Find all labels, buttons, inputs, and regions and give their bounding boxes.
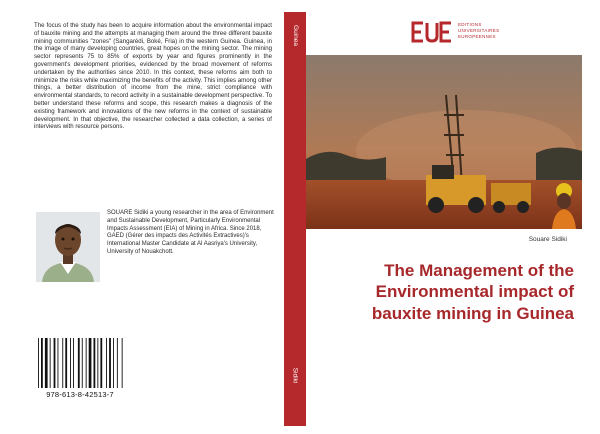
publisher-logo	[410, 20, 454, 44]
cover-photo-mining-site	[306, 55, 582, 229]
author-photo	[36, 212, 100, 282]
back-cover-blurb: The focus of the study has been to acquire information about the environmental impact of bauxite mining and the attempts at managing them around the three different bauxite mining communities "zones" (Sangarédi, Boké, Fria) in the western Guinea. Guinea, in the image of many developing countries, great hopes on the mining sector. The mining sector represents 75 to 85% of exports by year and figures prominently in the government's development priorities, evidenced by the broad movement of reforms undertaken by the authorities since 2010. In this context, these reforms aim both to minimize the risks while maximizing the benefits of the activity. This implies among other things, a better distribution of income from the mine, strict compliance with environmental standards, to record activity in a sustainable development perspective. To better understand these reforms and scope, this research makes a diagnosis of the existing framework and innovations of the new reforms in the context of sustainable development. In that objective, the researcher collected a data collection, a series of interviews with resource persons.	[34, 22, 272, 131]
spine-title: Guinea	[291, 25, 299, 46]
book-title: The Management of the Environmental impact of bauxite mining in Guinea	[371, 261, 574, 323]
barcode	[36, 338, 124, 390]
publisher-name: EDITIONS UNIVERSITAIRES EUROPEENNES	[458, 22, 500, 40]
book-spine	[284, 12, 306, 426]
front-author: Souare Sidiki	[528, 236, 567, 243]
spine-author: Sidiki	[291, 367, 299, 384]
author-bio: SOUARE Sidiki a young researcher in the area of Environment and Sustainable Development, Particularly Environmental Impacts Assessment (EIA) of Mining in Africa. Since 2018, GAED (Gérer des impacts des Activités Extractives)'s International Master Candidate at Al Aasriya's University, University of Nouakchott.	[107, 210, 274, 255]
isbn-number: 978-613-8-42513-7	[46, 390, 114, 399]
